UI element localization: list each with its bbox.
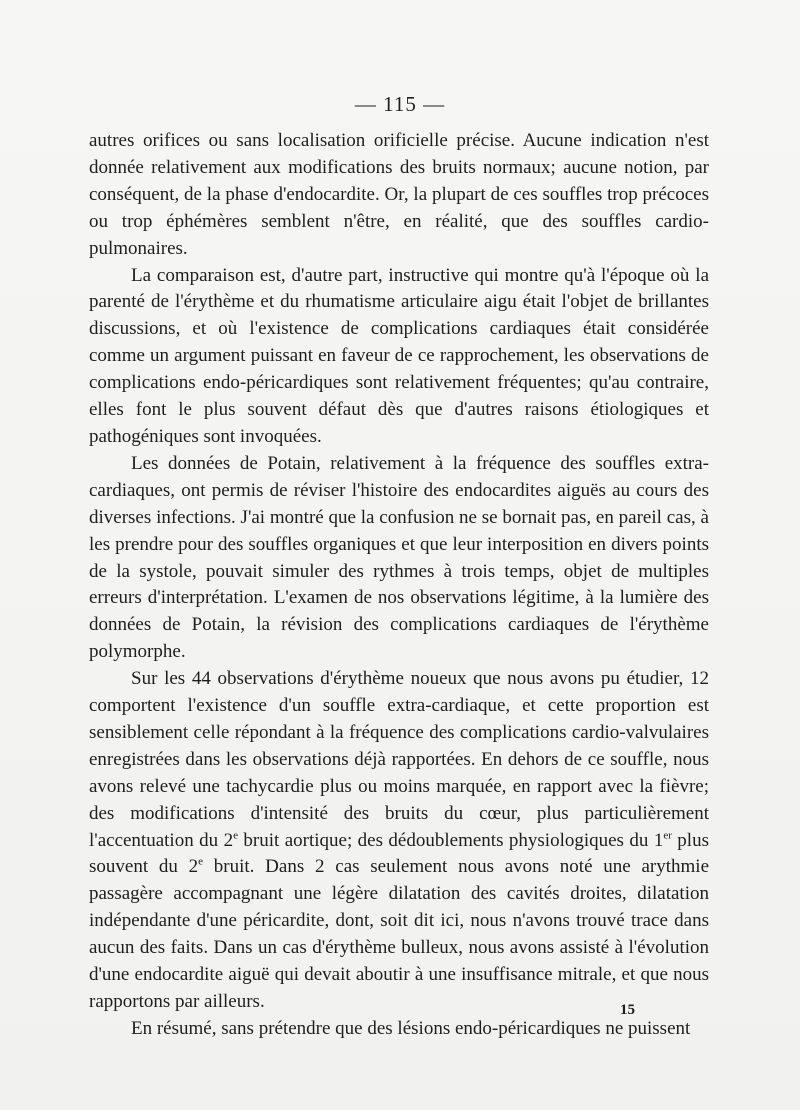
page-number: — 115 — <box>354 92 446 116</box>
paragraph-1: autres orifices ou sans localisation orificielle précise. Aucune indication n'est donnée relativement aux modifications des bruits normaux; aucune notion, par conséquent, de la phase d'endocardite. Or, la plupart de ces souffles trop précoces ou trop éphémères semblent n'être, en réalité, que des souffles cardio-pulmonaires. <box>89 130 709 259</box>
superscript-e-1: e <box>233 829 238 842</box>
superscript-er: er <box>663 829 672 842</box>
body-text <box>89 128 709 1043</box>
paragraph-4 <box>89 666 709 1016</box>
paragraph-3: Les données de Potain, relativement à la fréquence des souffles extra-cardiaques, ont permis de réviser l'histoire des endocardites aiguës au cours des diverses infections. J'ai montré que la confusion ne se bornait pas, en pareil cas, à les prendre pour des souffles organiques et que leur interposition en divers points de la systole, pouvait simuler des rythmes à trois temps, objet de multiples erreurs d'interprétation. L'examen de nos observations légitime, à la lumière des données de Potain, la révision des complications cardiaques de l'érythème polymorphe. <box>89 452 709 663</box>
paragraph-4-part-4: bruit. Dans 2 cas seulement nous avons noté une arythmie passagère accompagnant une légère dilatation des cavités droites, dilatation indépendante d'une péricardite, dont, soit dit ici, nous n'avons trouvé trace dans aucun des faits. Dans un cas d'érythème bulleux, nous avons assisté à l'évolution d'une endocardite aiguë qui devait aboutir à une insuffisance mitrale, et que nous rapportons par ailleurs. <box>89 856 710 1012</box>
signature-mark: 15 <box>620 1002 635 1018</box>
superscript-e-2: e <box>198 856 204 869</box>
paragraph-4-part-3: plus souvent du 2 <box>89 829 709 878</box>
paragraph-4-part-1: Sur les 44 observations d'érythème noueux que nous avons pu étudier, 12 comportent l'existence d'un souffle extra-cardiaque, et cette proportion est sensiblement celle répondant à la fréquence des complications cardio-valvulaires enregistrées dans les observations déjà rapportées. En dehors de ce souffle, nous avons relevé une tachycardie plus ou moins marquée, en rapport avec la fièvre; des modifications d'intensité des bruits du cœur, plus particulièrement l'accentuation du 2 <box>89 668 709 851</box>
paragraph-2: La comparaison est, d'autre part, instructive qui montre qu'à l'époque où la parenté de l'érythème et du rhumatisme articulaire aigu était l'objet de brillantes discussions, et où l'existence de complications cardiaques était considérée comme un argument puissant en faveur de ce rapprochement, les observations de complications endo-péricardiques sont relativement fréquentes; qu'au contraire, elles font le plus souvent défaut dès que d'autres raisons étiologiques et pathogéniques sont invoquées. <box>89 264 709 447</box>
paragraph-5: En résumé, sans prétendre que des lésions endo-péricardiques ne puissent <box>131 1017 691 1039</box>
paragraph-4-part-2: bruit aortique; des dédoublements physiologiques du 1 <box>237 829 664 851</box>
